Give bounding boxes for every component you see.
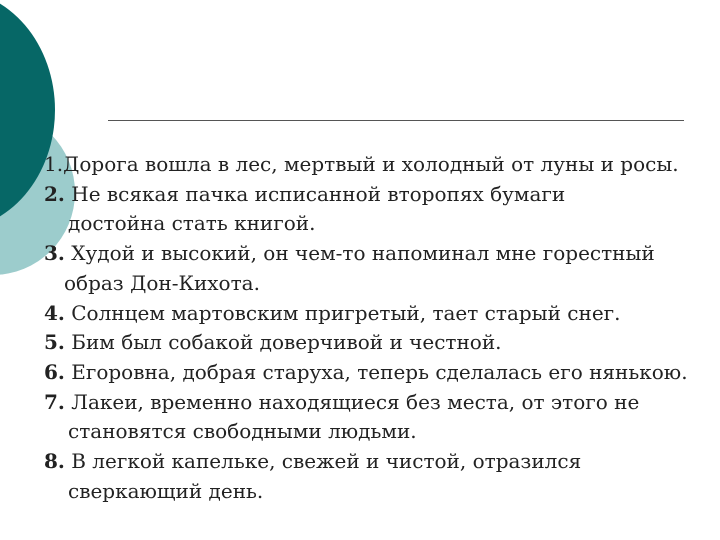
item-number: 4. <box>44 300 65 325</box>
sentence-list <box>44 150 704 506</box>
item-number: 8. <box>44 449 65 474</box>
item-number: 2. <box>44 181 65 206</box>
item-text: Егоровна, добрая старуха, теперь сделалась его нянькою. <box>64 359 688 384</box>
title-divider <box>108 120 684 121</box>
list-item-3 <box>44 239 704 269</box>
list-item-8-continuation: сверкающий день. <box>68 478 264 503</box>
item-text: Дорога вошла в лес, мертвый и холодный от луны и росы. <box>63 152 679 176</box>
item-text: Лакеи, временно находящиеся без места, от этого не <box>64 389 640 414</box>
list-item-7-continuation: становятся свободными людьми. <box>68 419 417 444</box>
list-item-8 <box>44 447 704 477</box>
item-text: Бим был собакой доверчивой и честной. <box>64 330 502 355</box>
list-item-5 <box>44 328 704 358</box>
item-number: 5. <box>44 330 65 355</box>
item-text: Не всякая пачка исписанной второпях бумаги <box>64 181 566 206</box>
list-item-2-continuation: достойна стать книгой. <box>68 211 316 236</box>
item-text: В легкой капельке, свежей и чистой, отразился <box>64 449 582 474</box>
list-item-6 <box>44 358 704 388</box>
item-number: 1. <box>44 152 64 176</box>
list-item-2 <box>44 180 704 210</box>
list-item-1 <box>44 150 704 180</box>
item-number: 7. <box>44 389 65 414</box>
item-number: 6. <box>44 359 65 384</box>
list-item-3-continuation: образ Дон-Кихота. <box>64 270 260 295</box>
item-number: 3. <box>44 241 65 266</box>
item-text: Худой и высокий, он чем-то напоминал мне горестный <box>64 241 655 266</box>
list-item-4 <box>44 299 704 329</box>
list-item-7 <box>44 388 704 418</box>
item-text: Солнцем мартовским пригретый, тает старый снег. <box>64 300 621 325</box>
